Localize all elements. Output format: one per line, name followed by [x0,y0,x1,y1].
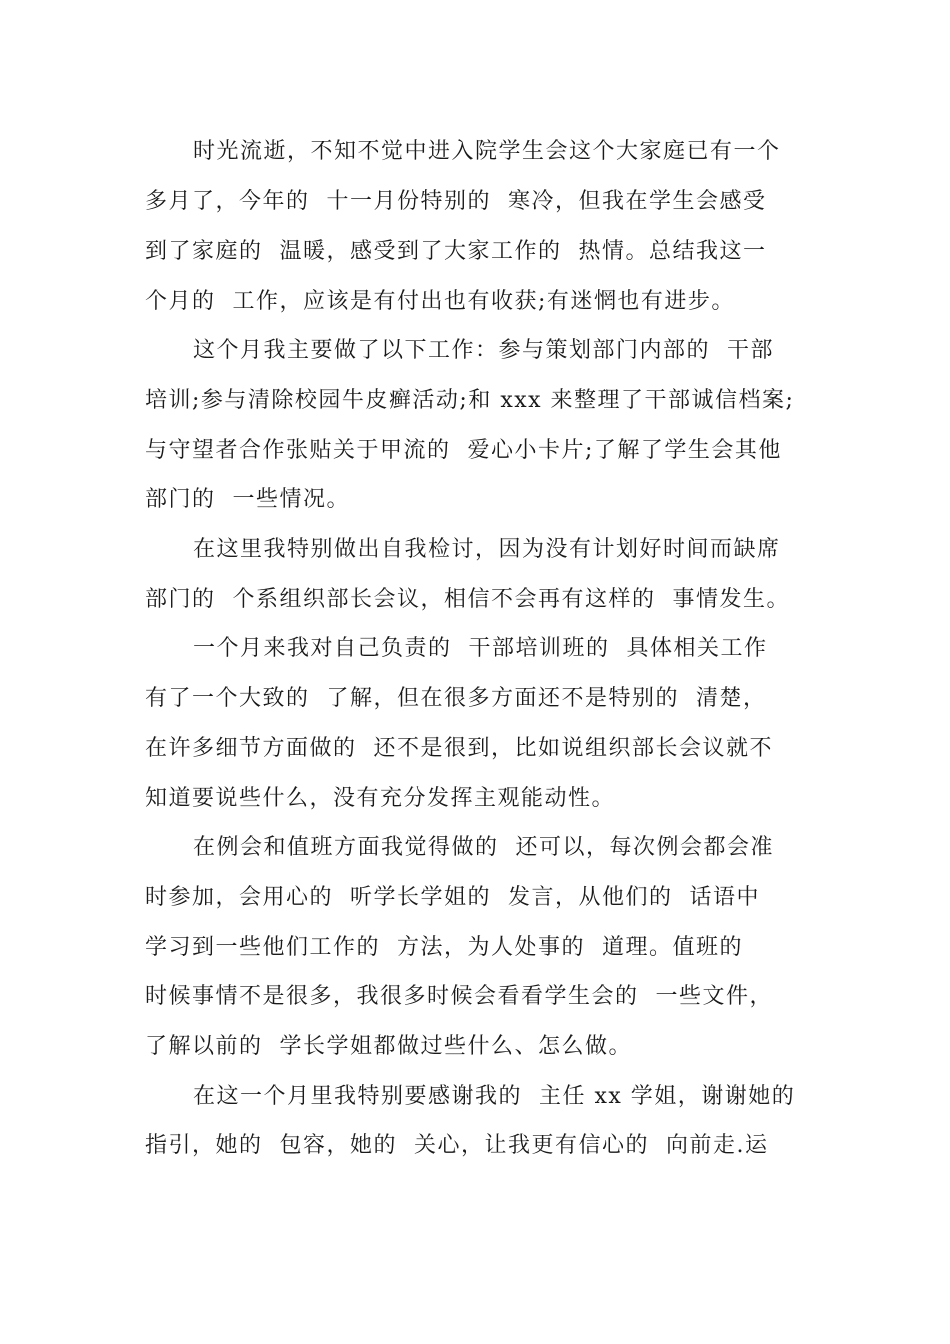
text-line: 指引，她的 包容，她的 关心，让我更有信心的 向前走.运 [145,1133,769,1158]
text-line: 在许多细节方面做的 还不是很到，比如说组织部长会议就不 [145,736,773,761]
text-line: 在这一个月里我特别要感谢我的 主任 xx 学姐，谢谢她的 [193,1084,796,1109]
text-line: 与守望者合作张贴关于甲流的 爱心小卡片;了解了学生会其他 [145,438,782,463]
text-line: 多月了，今年的 十一月份特别的 寒冷，但我在学生会感受 [145,189,767,214]
text-line: 了解以前的 学长学姐都做过些什么、怎么做。 [145,1034,632,1059]
text-line: 在例会和值班方面我觉得做的 还可以，每次例会都会准 [193,835,774,860]
text-line: 时光流逝，不知不觉中进入院学生会这个大家庭已有一个 [193,139,781,164]
text-line: 个月的 工作，应该是有付出也有收获;有迷惘也有进步。 [145,289,735,314]
text-line: 部门的 一些情况。 [145,487,350,512]
text-line: 一个月来我对自己负责的 干部培训班的 具体相关工作 [193,636,768,661]
text-line: 在这里我特别做出自我检讨，因为没有计划好时间而缺席 [193,537,781,562]
text-line: 有了一个大致的 了解，但在很多方面还不是特别的 清楚， [145,686,767,711]
text-line: 培训;参与清除校园牛皮癣活动;和 xxx 来整理了干部诚信档案; [145,388,795,413]
text-line: 到了家庭的 温暖，感受到了大家工作的 热情。总结我这一 [145,239,767,264]
text-line: 知道要说些什么，没有充分发挥主观能动性。 [145,786,616,811]
text-line: 学习到一些他们工作的 方法，为人处事的 道理。值班的 [145,935,743,960]
text-line: 部门的 个系组织部长会议，相信不会再有这样的 事情发生。 [145,587,790,612]
text-line: 时参加，会用心的 听学长学姐的 发言，从他们的 话语中 [145,885,760,910]
text-line: 这个月我主要做了以下工作：参与策划部门内部的 干部 [193,338,774,363]
text-line: 时候事情不是很多，我很多时候会看看学生会的 一些文件， [145,984,773,1009]
